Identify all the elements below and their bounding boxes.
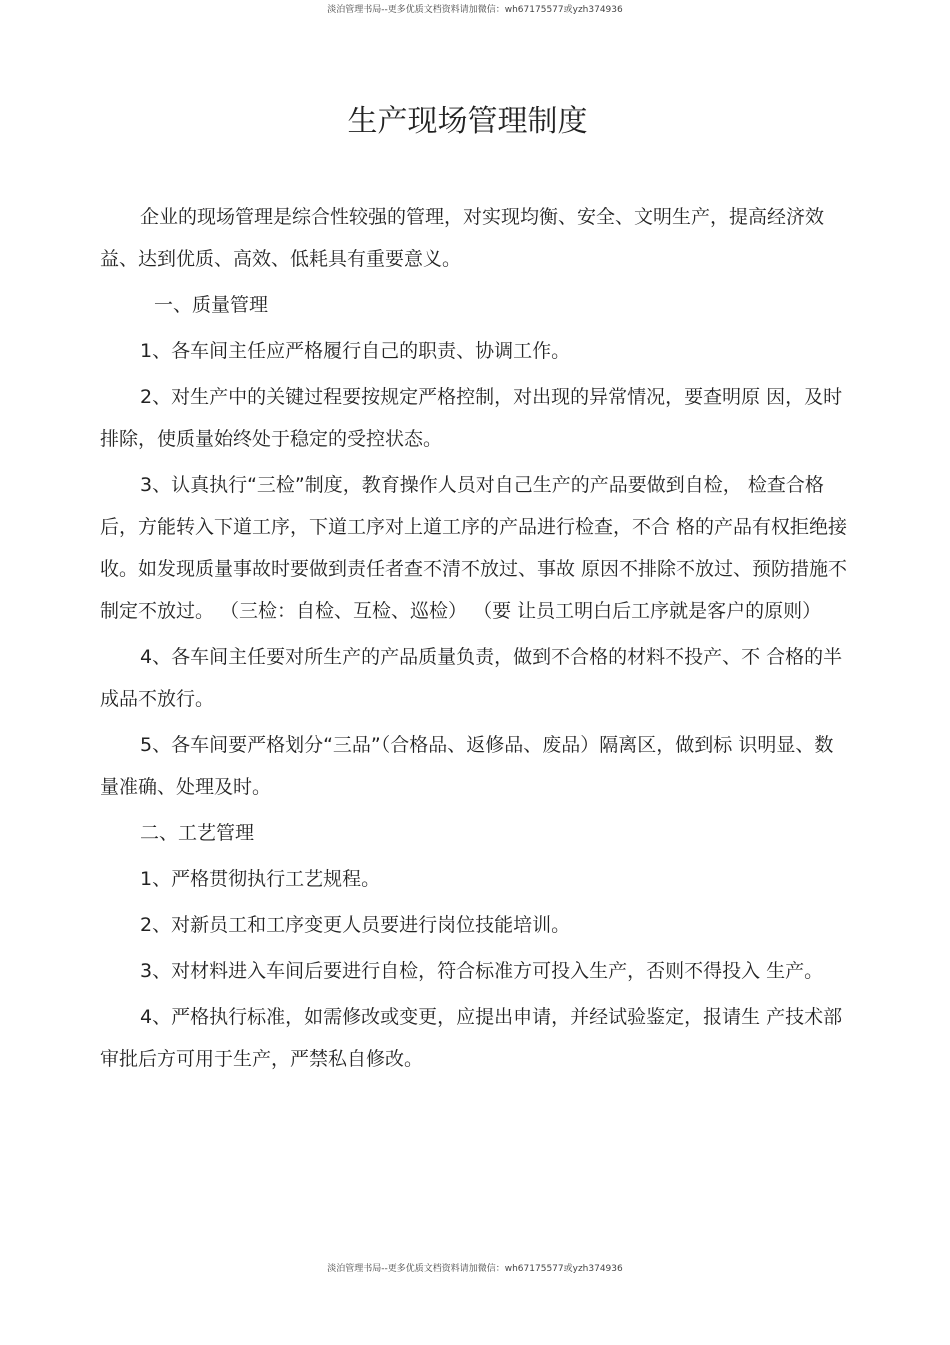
page-title: 生产现场管理制度 (347, 104, 588, 139)
quality-item-2: 2、对生产中的关键过程要按规定严格控制，对出现的异常情况，要查明原 因，及时排除，使质量始终处于稳定的受控状态。 (100, 386, 843, 450)
quality-item-4: 4、各车间主任要对所生产的产品质量负责，做到不合格的材料不投产、不 合格的半成品不放行。 (100, 646, 843, 710)
watermark-top: 淡泊管理书局--更多优质文档资料请加微信：wh67175577或yzh374936 (327, 5, 623, 15)
process-item-2: 2、对新员工和工序变更人员要进行岗位技能培训。 (140, 914, 571, 936)
section-heading-quality: 一、质量管理 (154, 294, 269, 316)
process-item-3: 3、对材料进入车间后要进行自检，符合标准方可投入生产，否则不得投入 生产。 (140, 960, 824, 982)
quality-item-3: 3、认真执行“三检”制度，教育操作人员对自己生产的产品要做到自检， 检查合格后，方能转入下道工序，下道工序对上道工序的产品进行检查，不合 格的产品有权拒绝接收。如发现质量事故时要做到责任者查不清不放过、事故 原因不排除不放过、预防措施不制定不放过。 （三检：自检、互检、巡检） （要 让员工明白后工序就是客户的原则） (100, 474, 848, 622)
quality-item-1: 1、各车间主任应严格履行自己的职责、协调工作。 (140, 340, 571, 362)
document-body (100, 196, 848, 1084)
intro-paragraph: 企业的现场管理是综合性较强的管理，对实现均衡、安全、文明生产，提高经济效益、达到优质、高效、低耗具有重要意义。 (100, 206, 825, 270)
section-heading-process: 二、工艺管理 (140, 822, 255, 844)
quality-item-5: 5、各车间要严格划分“三品”（合格品、返修品、废品）隔离区，做到标 识明显、数量准确、处理及时。 (100, 734, 834, 798)
watermark-bottom: 淡泊管理书局--更多优质文档资料请加微信：wh67175577或yzh374936 (327, 1264, 623, 1274)
process-item-1: 1、严格贯彻执行工艺规程。 (140, 868, 381, 890)
process-item-4: 4、严格执行标准，如需修改或变更，应提出申请，并经试验鉴定，报请生 产技术部审批后方可用于生产，严禁私自修改。 (100, 1006, 843, 1070)
